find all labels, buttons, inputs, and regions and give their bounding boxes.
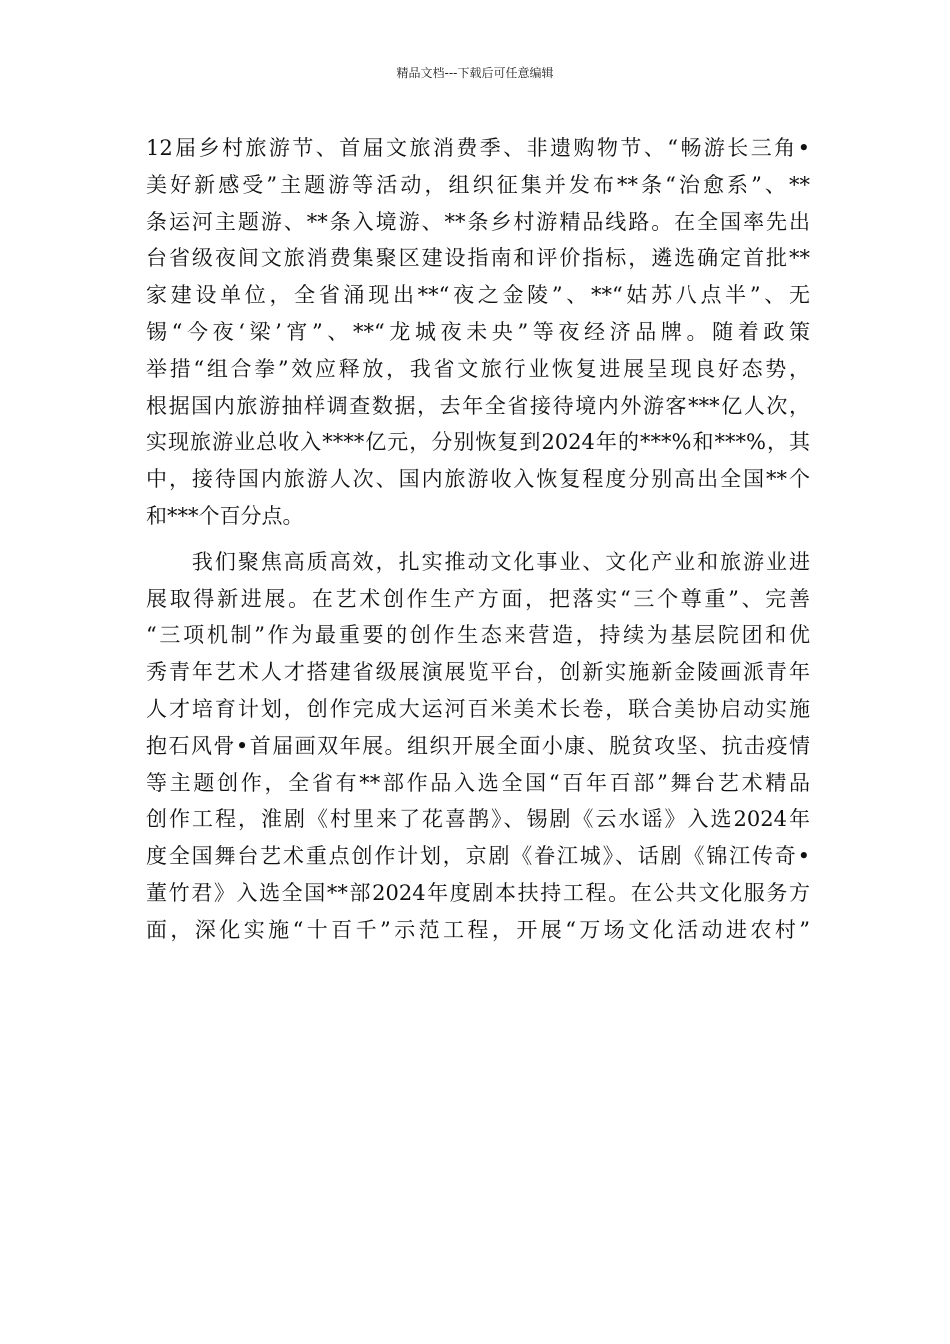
text-line: 度全国舞台艺术重点创作计划，京剧《眷江城》、话剧《锦江传奇• <box>146 844 810 869</box>
text-line: 根据国内旅游抽样调查数据，去年全省接待境内外游客***亿人次， <box>146 393 810 418</box>
text-line: “三项机制”作为最重要的创作生态来营造，持续为基层院团和优 <box>146 623 810 648</box>
text-line: 我们聚焦高质高效，扎实推动文化事业、文化产业和旅游业进 <box>146 549 810 574</box>
text-line: 展取得新进展。在艺术创作生产方面，把落实“三个尊重”、完善 <box>146 586 810 611</box>
text-line: 面，深化实施“十百千”示范工程，开展“万场文化活动进农村” <box>146 917 810 942</box>
text-line: 美好新感受”主题游等活动，组织征集并发布**条“治愈系”、** <box>146 172 810 197</box>
text-line: 12届乡村旅游节、首届文旅消费季、非遗购物节、“畅游长三角• <box>146 136 810 160</box>
text-line: 等主题创作，全省有**部作品入选全国“百年百部”舞台艺术精品 <box>146 770 810 795</box>
text-line: 秀青年艺术人才搭建省级展演展览平台，创新实施新金陵画派青年 <box>146 660 810 685</box>
text-line: 董竹君》入选全国**部2024年度剧本扶持工程。在公共文化服务方 <box>146 880 810 905</box>
text-line: 和***个百分点。 <box>146 503 304 528</box>
text-line: 锡“今夜‘梁’宵”、**“龙城夜未央”等夜经济品牌。随着政策 <box>146 319 810 344</box>
text-line: 实现旅游业总收入****亿元，分别恢复到2024年的***%和***%，其 <box>146 430 810 455</box>
text-line: 举措“组合拳”效应释放，我省文旅行业恢复进展呈现良好态势， <box>146 356 810 381</box>
paragraph-spacer <box>146 535 810 544</box>
text-line: 抱石风骨•首届画双年展。组织开展全面小康、脱贫攻坚、抗击疫情 <box>146 733 810 758</box>
text-line: 家建设单位，全省涌现出**“夜之金陵”、**“姑苏八点半”、无 <box>146 283 810 308</box>
page-header: 精品文档---下载后可任意编辑 <box>396 66 554 80</box>
body-text <box>146 130 810 949</box>
text-line: 中，接待国内旅游人次、国内旅游收入恢复程度分别高出全国**个 <box>146 467 810 492</box>
text-line: 台省级夜间文旅消费集聚区建设指南和评价指标，遴选确定首批** <box>146 246 810 271</box>
paragraph-2 <box>146 544 810 949</box>
text-line: 条运河主题游、**条入境游、**条乡村游精品线路。在全国率先出 <box>146 209 810 234</box>
paragraph-1 <box>146 130 810 535</box>
text-line: 人才培育计划，创作完成大运河百米美术长卷，联合美协启动实施 <box>146 696 810 721</box>
text-line: 创作工程，淮剧《村里来了花喜鹊》、锡剧《云水谣》入选2024年 <box>146 807 810 832</box>
